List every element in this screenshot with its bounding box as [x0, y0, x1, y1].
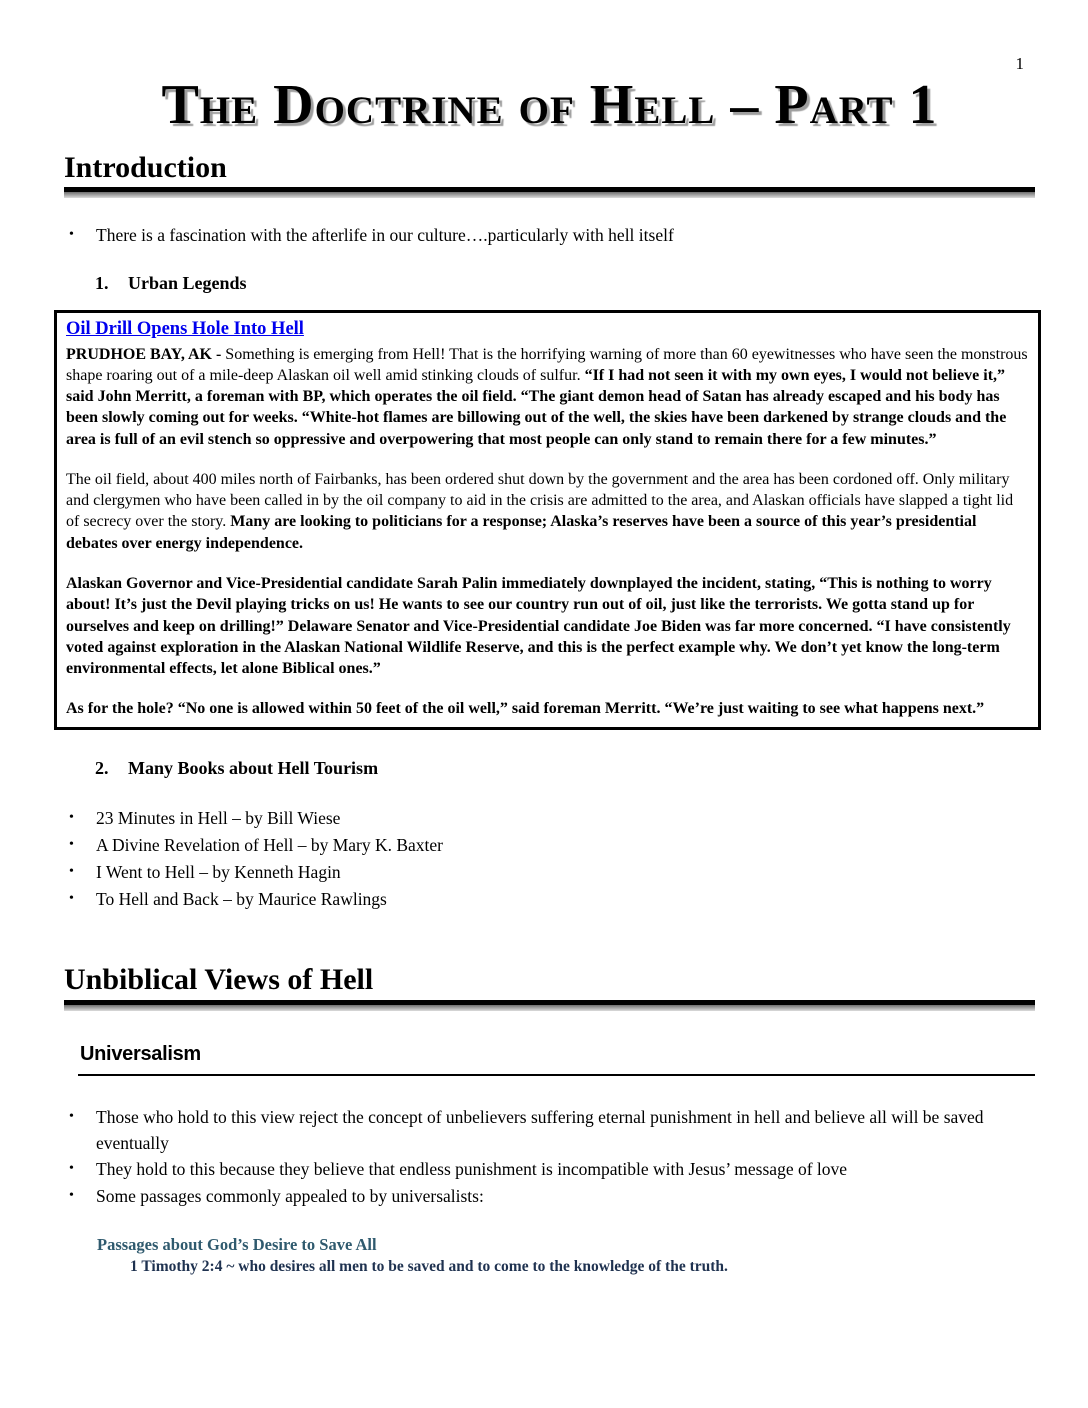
- news-paragraph-1-quote: “If I had not seen it with my own eyes, I would not believe it,” said John Merritt, a foreman with BP, which operates the oil field. “The giant demon head of Satan has already escaped and his body has been slowly coming out for weeks. “White-hot flames are billowing out of the well, the skies have been darkened by strange clouds and the area is full of an evil stench so oppressive and overpowering that most people can only stand to remain there for a few minutes.”: [66, 366, 1007, 448]
- book-title: I Went to Hell – by Kenneth Hagin: [96, 861, 341, 882]
- list-item: [64, 1104, 1035, 1157]
- section-introduction: [64, 151, 1035, 913]
- bullet-icon: •: [69, 227, 74, 243]
- universalism-subheading: Universalism: [80, 1042, 201, 1065]
- books-list: [64, 805, 1035, 914]
- list-item: [64, 1156, 1035, 1183]
- introduction-heading: Introduction: [64, 150, 227, 184]
- news-paragraph-2-text: The oil field, about 400 miles north of Fairbanks, has been ordered shut down by the government and the area has been cordoned off. Only military and clergymen who have been called in by the oil company to aid in the crisis are admitted to the area, and Alaskan officials have slapped a tight lid of secrecy over the story.: [66, 470, 1014, 531]
- bullet-icon: •: [69, 1108, 74, 1124]
- universalism-bullets: [64, 1104, 1035, 1210]
- item-label: Urban Legends: [128, 272, 247, 293]
- news-paragraph-1-text: Something is emerging from Hell! That is the horrifying warning of more than 60 eyewitnesses who have seen the monstrous shape roaring out of a mile-deep Alaskan oil well amid stinking clouds of sulfur.: [66, 345, 1028, 384]
- list-item: [64, 832, 1035, 859]
- news-paragraph-2-emphasis: Many are looking to politicians for a response; Alaska’s reserves have been a source of this year’s presidential debates over energy independence.: [66, 513, 977, 552]
- heading-rule-shadow: [64, 192, 1035, 198]
- section-unbiblical-views: [64, 963, 1035, 1276]
- news-paragraph-3: Alaskan Governor and Vice-Presidential candidate Sarah Palin immediately downplayed the incident, stating, “This is nothing to worry about! It’s just the Devil playing tricks on us! He wants to see our country run out of oil, just like the terrorists. We gotta stand up for ourselves and keep on drilling!” Delaware Senator and Vice-Presidential candidate Joe Biden was far more concerned. “I have consistently voted against exploration in the Alaskan National Wildlife Reserve, and this is the perfect example why. We don’t yet know the long-term environmental effects, let alone Biblical ones.”: [66, 574, 1011, 678]
- numbered-item-books: [95, 758, 1035, 779]
- numbered-item-urban-legends: [95, 273, 1035, 294]
- news-dateline: PRUDHOE BAY, AK -: [66, 345, 226, 363]
- news-paragraph-1: [66, 344, 1028, 450]
- document-title: The Doctrine of Hell – Part 1: [161, 74, 938, 136]
- list-item: [64, 805, 1035, 832]
- book-title: To Hell and Back – by Maurice Rawlings: [96, 888, 387, 909]
- universalism-point: They hold to this because they believe that endless punishment is incompatible with Jesus’ message of love: [96, 1159, 848, 1180]
- passages-heading: Passages about God’s Desire to Save All: [97, 1235, 377, 1255]
- list-item: [64, 886, 1035, 913]
- item-number: 1.: [95, 272, 109, 293]
- bullet-icon: •: [69, 809, 74, 825]
- book-title: A Divine Revelation of Hell – by Mary K. Baxter: [96, 834, 444, 855]
- bullet-icon: •: [69, 890, 74, 906]
- book-title: 23 Minutes in Hell – by Bill Wiese: [96, 807, 341, 828]
- heading-rule-shadow: [64, 1005, 1035, 1011]
- news-paragraph-2: [66, 469, 1028, 554]
- list-item: [64, 222, 1035, 249]
- bullet-icon: •: [69, 863, 74, 879]
- unbiblical-views-heading: Unbiblical Views of Hell: [64, 963, 374, 997]
- news-paragraph-4: As for the hole? “No one is allowed within 50 feet of the oil well,” said foreman Merritt. “We’re just waiting to see what happens next.”: [66, 700, 985, 718]
- item-number: 2.: [95, 757, 109, 778]
- list-item: [64, 859, 1035, 886]
- universalism-point: Some passages commonly appealed to by universalists:: [96, 1185, 484, 1206]
- scripture-verse: 1 Timothy 2:4 ~ who desires all men to be saved and to come to the knowledge of the truth.: [130, 1258, 728, 1276]
- universalism-point: Those who hold to this view reject the concept of unbelievers suffering eternal punishment in hell and believe all will be saved eventually: [96, 1106, 984, 1153]
- bullet-icon: •: [69, 836, 74, 852]
- news-headline-link[interactable]: Oil Drill Opens Hole Into Hell: [66, 318, 304, 339]
- bullet-icon: •: [69, 1161, 74, 1177]
- universalism-subheading-block: [78, 1043, 1035, 1076]
- news-clipping-box: [54, 310, 1041, 730]
- page-number: 1: [1015, 54, 1024, 73]
- intro-bullet-text: There is a fascination with the afterlife in our culture….particularly with hell itself: [96, 225, 674, 246]
- bullet-icon: •: [69, 1187, 74, 1203]
- list-item: [64, 1183, 1035, 1210]
- item-label: Many Books about Hell Tourism: [128, 757, 379, 778]
